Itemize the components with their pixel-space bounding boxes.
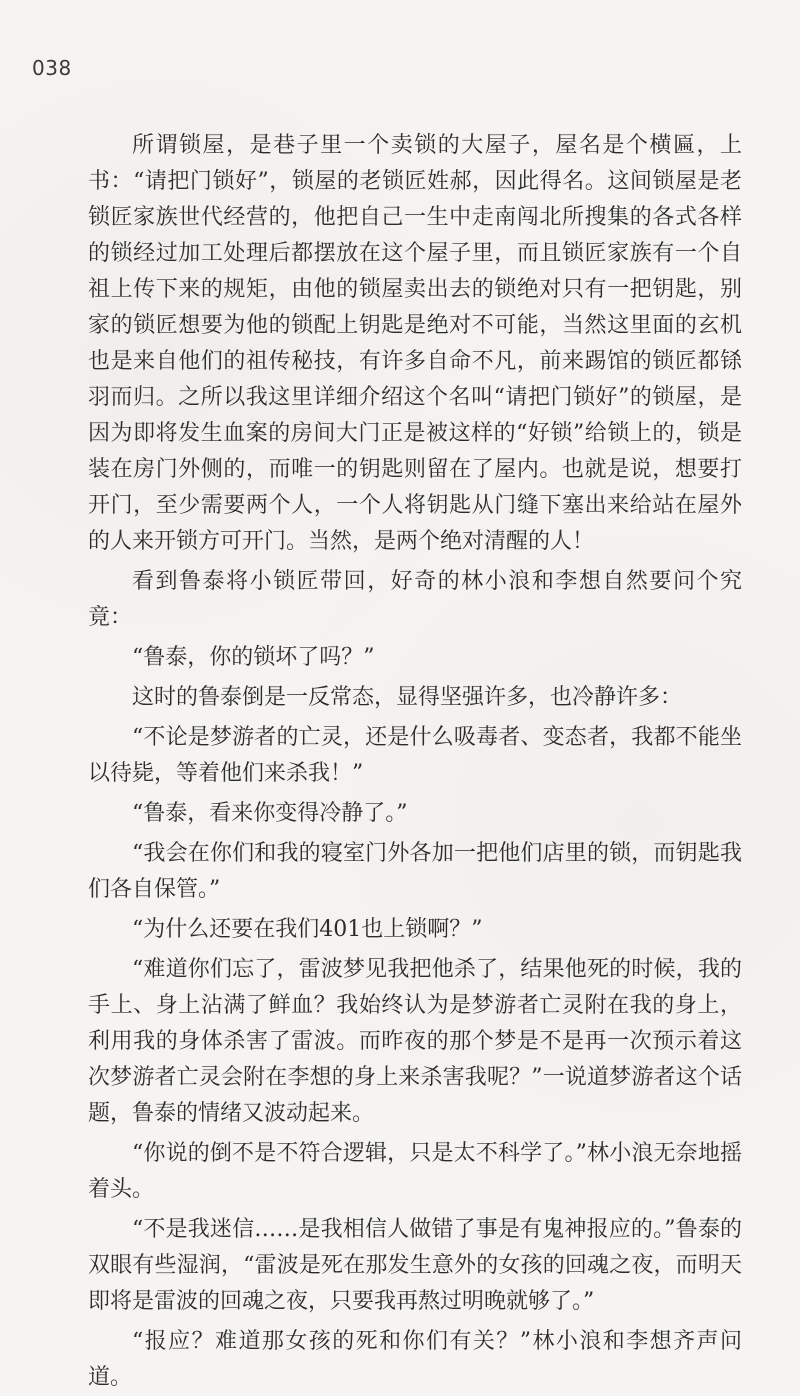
paragraph-1: 所谓锁屋，是巷子里一个卖锁的大屋子，屋名是个横匾，上书：“请把门锁好”，锁屋的老锁匠姓郝，因此得名。这间锁屋是老锁匠家族世代经营的，他把自己一生中走南闯北所搜集的各式各样的锁经过加工处理后都摆放在这个屋子里，而且锁匠家族有一个自祖上传下来的规矩，由他的锁屋卖出去的锁绝对只有一把钥匙，别家的锁匠想要为他的锁配上钥匙是绝对不可能，当然这里面的玄机也是来自他们的祖传秘技，有许多自命不凡，前来踢馆的锁匠都铩羽而归。之所以我这里详细介绍这个名叫“请把门锁好”的锁屋，是因为即将发生血案的房间大门正是被这样的“好锁”给锁上的，锁是装在房门外侧的，而唯一的钥匙则留在了屋内。也就是说，想要打开门，至少需要两个人，一个人将钥匙从门缝下塞出来给站在屋外的人来开锁方可开门。当然，是两个绝对清醒的人！ — [88, 133, 742, 554]
paragraph-4: 这时的鲁泰倒是一反常态，显得坚强许多，也冷静许多： — [132, 685, 683, 710]
body-text — [88, 128, 742, 1396]
paragraph-2: 看到鲁泰将小锁匠带回，好奇的林小浪和李想自然要问个究竟： — [88, 569, 742, 630]
paragraph-11: “不是我迷信……是我相信人做错了事是有鬼神报应的。”鲁泰的双眼有些湿润，“雷波是死在那发生意外的女孩的回魂之夜，而明天即将是雷波的回魂之夜，只要我再熬过明晚就够了。” — [88, 1217, 742, 1314]
paragraph-9: “难道你们忘了，雷波梦见我把他杀了，结果他死的时候，我的手上、身上沾满了鲜血？我始终认为是梦游者亡灵附在我的身上，利用我的身体杀害了雷波。而昨夜的那个梦是不是再一次预示着这次梦游者亡灵会附在李想的身上来杀害我呢？”一说道梦游者这个话题，鲁泰的情绪又波动起来。 — [88, 957, 742, 1126]
paragraph-7: “我会在你们和我的寝室门外各加一把他们店里的锁，而钥匙我们各自保管。” — [88, 841, 742, 902]
paragraph-5: “不论是梦游者的亡灵，还是什么吸毒者、变态者，我都不能坐以待毙，等着他们来杀我！” — [88, 725, 742, 786]
paragraph-6: “鲁泰，看来你变得冷静了。” — [132, 801, 408, 826]
paragraph-8: “为什么还要在我们401也上锁啊？” — [132, 917, 483, 942]
page-number: 038 — [32, 56, 72, 80]
paragraph-12: “报应？难道那女孩的死和你们有关？”林小浪和李想齐声问道。 — [88, 1329, 742, 1390]
paragraph-3: “鲁泰，你的锁坏了吗？” — [132, 645, 375, 670]
paragraph-10: “你说的倒不是不符合逻辑，只是太不科学了。”林小浪无奈地摇着头。 — [88, 1141, 742, 1202]
